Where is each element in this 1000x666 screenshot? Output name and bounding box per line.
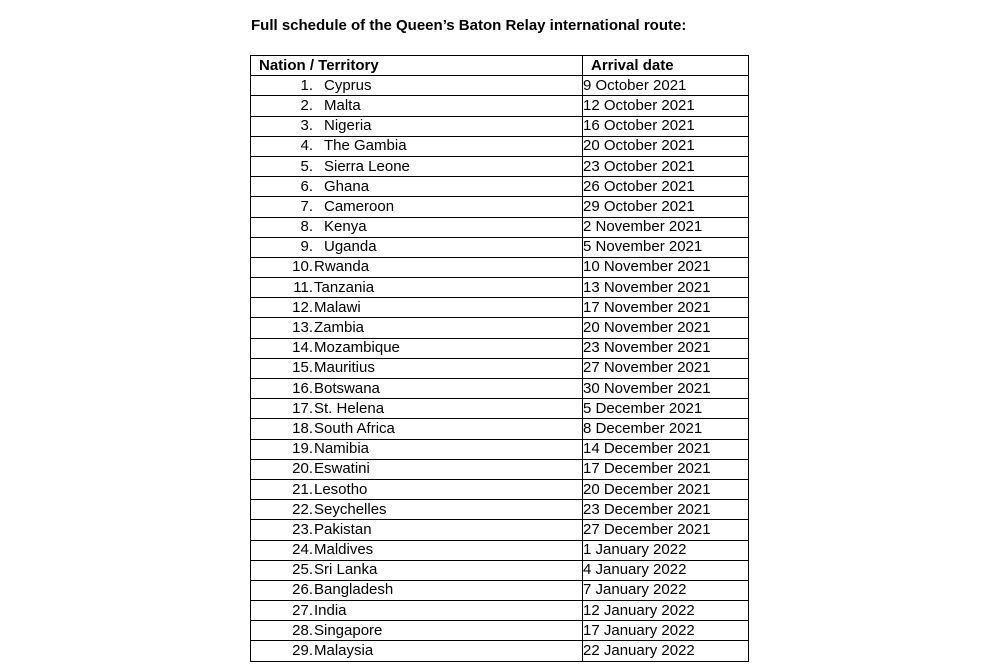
table-row bbox=[251, 479, 749, 499]
table-row bbox=[251, 136, 749, 156]
table-row bbox=[251, 278, 749, 298]
nation-cell bbox=[251, 237, 583, 257]
table-row bbox=[251, 237, 749, 257]
nation-cell bbox=[251, 156, 583, 176]
row-number: 24. bbox=[292, 541, 313, 559]
nation-cell bbox=[251, 318, 583, 338]
table-row bbox=[251, 520, 749, 540]
relay-schedule-table bbox=[250, 55, 749, 662]
table-header-row bbox=[251, 56, 749, 76]
arrival-date-cell: 8 December 2021 bbox=[583, 419, 749, 439]
row-number: 20. bbox=[292, 460, 313, 478]
table-row bbox=[251, 197, 749, 217]
nation-cell bbox=[251, 76, 583, 96]
nation-cell bbox=[251, 257, 583, 277]
table-row bbox=[251, 76, 749, 96]
row-number: 27. bbox=[292, 601, 313, 619]
row-number: 12. bbox=[292, 298, 313, 316]
row-number: 17. bbox=[292, 399, 313, 417]
arrival-date-cell: 14 December 2021 bbox=[583, 439, 749, 459]
nation-cell bbox=[251, 641, 583, 661]
nation-cell bbox=[251, 601, 583, 621]
table-row bbox=[251, 621, 749, 641]
row-number: 14. bbox=[292, 339, 313, 357]
nation-cell bbox=[251, 500, 583, 520]
table-row bbox=[251, 156, 749, 176]
table-row bbox=[251, 540, 749, 560]
table-row bbox=[251, 560, 749, 580]
nation-cell bbox=[251, 197, 583, 217]
nation-name: Ghana bbox=[324, 177, 370, 195]
table-row bbox=[251, 358, 749, 378]
header-arrival-date: Arrival date bbox=[583, 56, 749, 76]
nation-name: Seychelles bbox=[314, 500, 387, 518]
row-number: 16. bbox=[292, 379, 313, 397]
row-number: 19. bbox=[292, 440, 313, 458]
nation-name: Sierra Leone bbox=[324, 157, 410, 175]
arrival-date-cell: 30 November 2021 bbox=[583, 379, 749, 399]
arrival-date-cell: 12 October 2021 bbox=[583, 96, 749, 116]
nation-cell bbox=[251, 399, 583, 419]
arrival-date-cell: 1 January 2022 bbox=[583, 540, 749, 560]
row-number: 23. bbox=[292, 520, 313, 538]
nation-name: Kenya bbox=[324, 218, 367, 236]
row-number: 18. bbox=[292, 419, 313, 437]
nation-name: Rwanda bbox=[314, 258, 370, 276]
nation-cell bbox=[251, 136, 583, 156]
table-row bbox=[251, 177, 749, 197]
row-number: 1. bbox=[300, 76, 313, 94]
nation-cell bbox=[251, 459, 583, 479]
table-row bbox=[251, 116, 749, 136]
row-number: 7. bbox=[300, 197, 313, 215]
nation-cell bbox=[251, 439, 583, 459]
nation-name: Pakistan bbox=[314, 520, 372, 538]
row-number: 9. bbox=[300, 238, 313, 256]
nation-name: Botswana bbox=[314, 379, 380, 397]
nation-cell bbox=[251, 560, 583, 580]
table-body bbox=[251, 76, 749, 661]
nation-cell bbox=[251, 177, 583, 197]
arrival-date-cell: 27 December 2021 bbox=[583, 520, 749, 540]
nation-name: Lesotho bbox=[314, 480, 368, 498]
nation-name: Cyprus bbox=[324, 76, 372, 94]
document-title: Full schedule of the Queen’s Baton Relay international route: bbox=[251, 17, 687, 34]
nation-cell bbox=[251, 217, 583, 237]
nation-cell bbox=[251, 338, 583, 358]
arrival-date-cell: 23 December 2021 bbox=[583, 500, 749, 520]
row-number: 26. bbox=[292, 581, 313, 599]
arrival-date-cell: 17 December 2021 bbox=[583, 459, 749, 479]
row-number: 25. bbox=[292, 561, 313, 579]
arrival-date-cell: 5 December 2021 bbox=[583, 399, 749, 419]
table-row bbox=[251, 419, 749, 439]
nation-cell bbox=[251, 298, 583, 318]
table-row bbox=[251, 399, 749, 419]
nation-name: The Gambia bbox=[324, 137, 407, 155]
row-number: 8. bbox=[300, 218, 313, 236]
arrival-date-cell: 13 November 2021 bbox=[583, 278, 749, 298]
nation-name: Mauritius bbox=[314, 359, 375, 377]
arrival-date-cell: 22 January 2022 bbox=[583, 641, 749, 661]
arrival-date-cell: 27 November 2021 bbox=[583, 358, 749, 378]
row-number: 11. bbox=[293, 278, 313, 296]
table-row bbox=[251, 318, 749, 338]
table-row bbox=[251, 641, 749, 661]
nation-name: Bangladesh bbox=[314, 581, 394, 599]
nation-name: Malta bbox=[324, 96, 361, 114]
nation-name: South Africa bbox=[314, 419, 395, 437]
arrival-date-cell: 5 November 2021 bbox=[583, 237, 749, 257]
table-row bbox=[251, 601, 749, 621]
nation-cell bbox=[251, 540, 583, 560]
arrival-date-cell: 10 November 2021 bbox=[583, 257, 749, 277]
nation-cell bbox=[251, 621, 583, 641]
nation-cell bbox=[251, 96, 583, 116]
table-row bbox=[251, 459, 749, 479]
table-row bbox=[251, 338, 749, 358]
nation-cell bbox=[251, 116, 583, 136]
arrival-date-cell: 17 January 2022 bbox=[583, 621, 749, 641]
table-row bbox=[251, 298, 749, 318]
nation-name: India bbox=[314, 601, 347, 619]
arrival-date-cell: 26 October 2021 bbox=[583, 177, 749, 197]
arrival-date-cell: 20 November 2021 bbox=[583, 318, 749, 338]
nation-name: Maldives bbox=[314, 541, 374, 559]
arrival-date-cell: 4 January 2022 bbox=[583, 560, 749, 580]
nation-name: Singapore bbox=[314, 621, 383, 639]
row-number: 4. bbox=[300, 137, 313, 155]
nation-name: Sri Lanka bbox=[314, 561, 378, 579]
nation-name: Namibia bbox=[314, 440, 370, 458]
row-number: 10. bbox=[292, 258, 313, 276]
nation-cell bbox=[251, 580, 583, 600]
row-number: 13. bbox=[292, 319, 313, 337]
nation-name: Malawi bbox=[314, 298, 361, 316]
arrival-date-cell: 29 October 2021 bbox=[583, 197, 749, 217]
table-row bbox=[251, 379, 749, 399]
row-number: 22. bbox=[292, 500, 313, 518]
nation-name: Uganda bbox=[324, 238, 377, 256]
arrival-date-cell: 2 November 2021 bbox=[583, 217, 749, 237]
table-row bbox=[251, 257, 749, 277]
nation-cell bbox=[251, 479, 583, 499]
nation-cell bbox=[251, 520, 583, 540]
row-number: 15. bbox=[292, 359, 313, 377]
arrival-date-cell: 9 October 2021 bbox=[583, 76, 749, 96]
table-row bbox=[251, 96, 749, 116]
table-row bbox=[251, 439, 749, 459]
arrival-date-cell: 17 November 2021 bbox=[583, 298, 749, 318]
nation-cell bbox=[251, 379, 583, 399]
row-number: 2. bbox=[300, 96, 313, 114]
arrival-date-cell: 23 November 2021 bbox=[583, 338, 749, 358]
arrival-date-cell: 20 December 2021 bbox=[583, 479, 749, 499]
table-row bbox=[251, 500, 749, 520]
row-number: 21. bbox=[292, 480, 313, 498]
nation-name: Malaysia bbox=[314, 642, 374, 660]
nation-cell bbox=[251, 278, 583, 298]
nation-name: Cameroon bbox=[324, 197, 395, 215]
arrival-date-cell: 23 October 2021 bbox=[583, 156, 749, 176]
nation-name: Mozambique bbox=[314, 339, 400, 357]
row-number: 5. bbox=[300, 157, 313, 175]
nation-cell bbox=[251, 358, 583, 378]
nation-cell bbox=[251, 419, 583, 439]
arrival-date-cell: 20 October 2021 bbox=[583, 136, 749, 156]
arrival-date-cell: 16 October 2021 bbox=[583, 116, 749, 136]
nation-name: Tanzania bbox=[314, 278, 375, 296]
row-number: 28. bbox=[292, 621, 313, 639]
nation-name: Nigeria bbox=[324, 117, 372, 135]
nation-name: Zambia bbox=[314, 319, 365, 337]
arrival-date-cell: 12 January 2022 bbox=[583, 601, 749, 621]
nation-name: St. Helena bbox=[314, 399, 385, 417]
row-number: 3. bbox=[300, 117, 313, 135]
row-number: 6. bbox=[300, 177, 313, 195]
header-nation-territory: Nation / Territory bbox=[251, 56, 583, 76]
row-number: 29. bbox=[292, 642, 313, 660]
arrival-date-cell: 7 January 2022 bbox=[583, 580, 749, 600]
table-row bbox=[251, 580, 749, 600]
nation-name: Eswatini bbox=[314, 460, 370, 478]
table-row bbox=[251, 217, 749, 237]
